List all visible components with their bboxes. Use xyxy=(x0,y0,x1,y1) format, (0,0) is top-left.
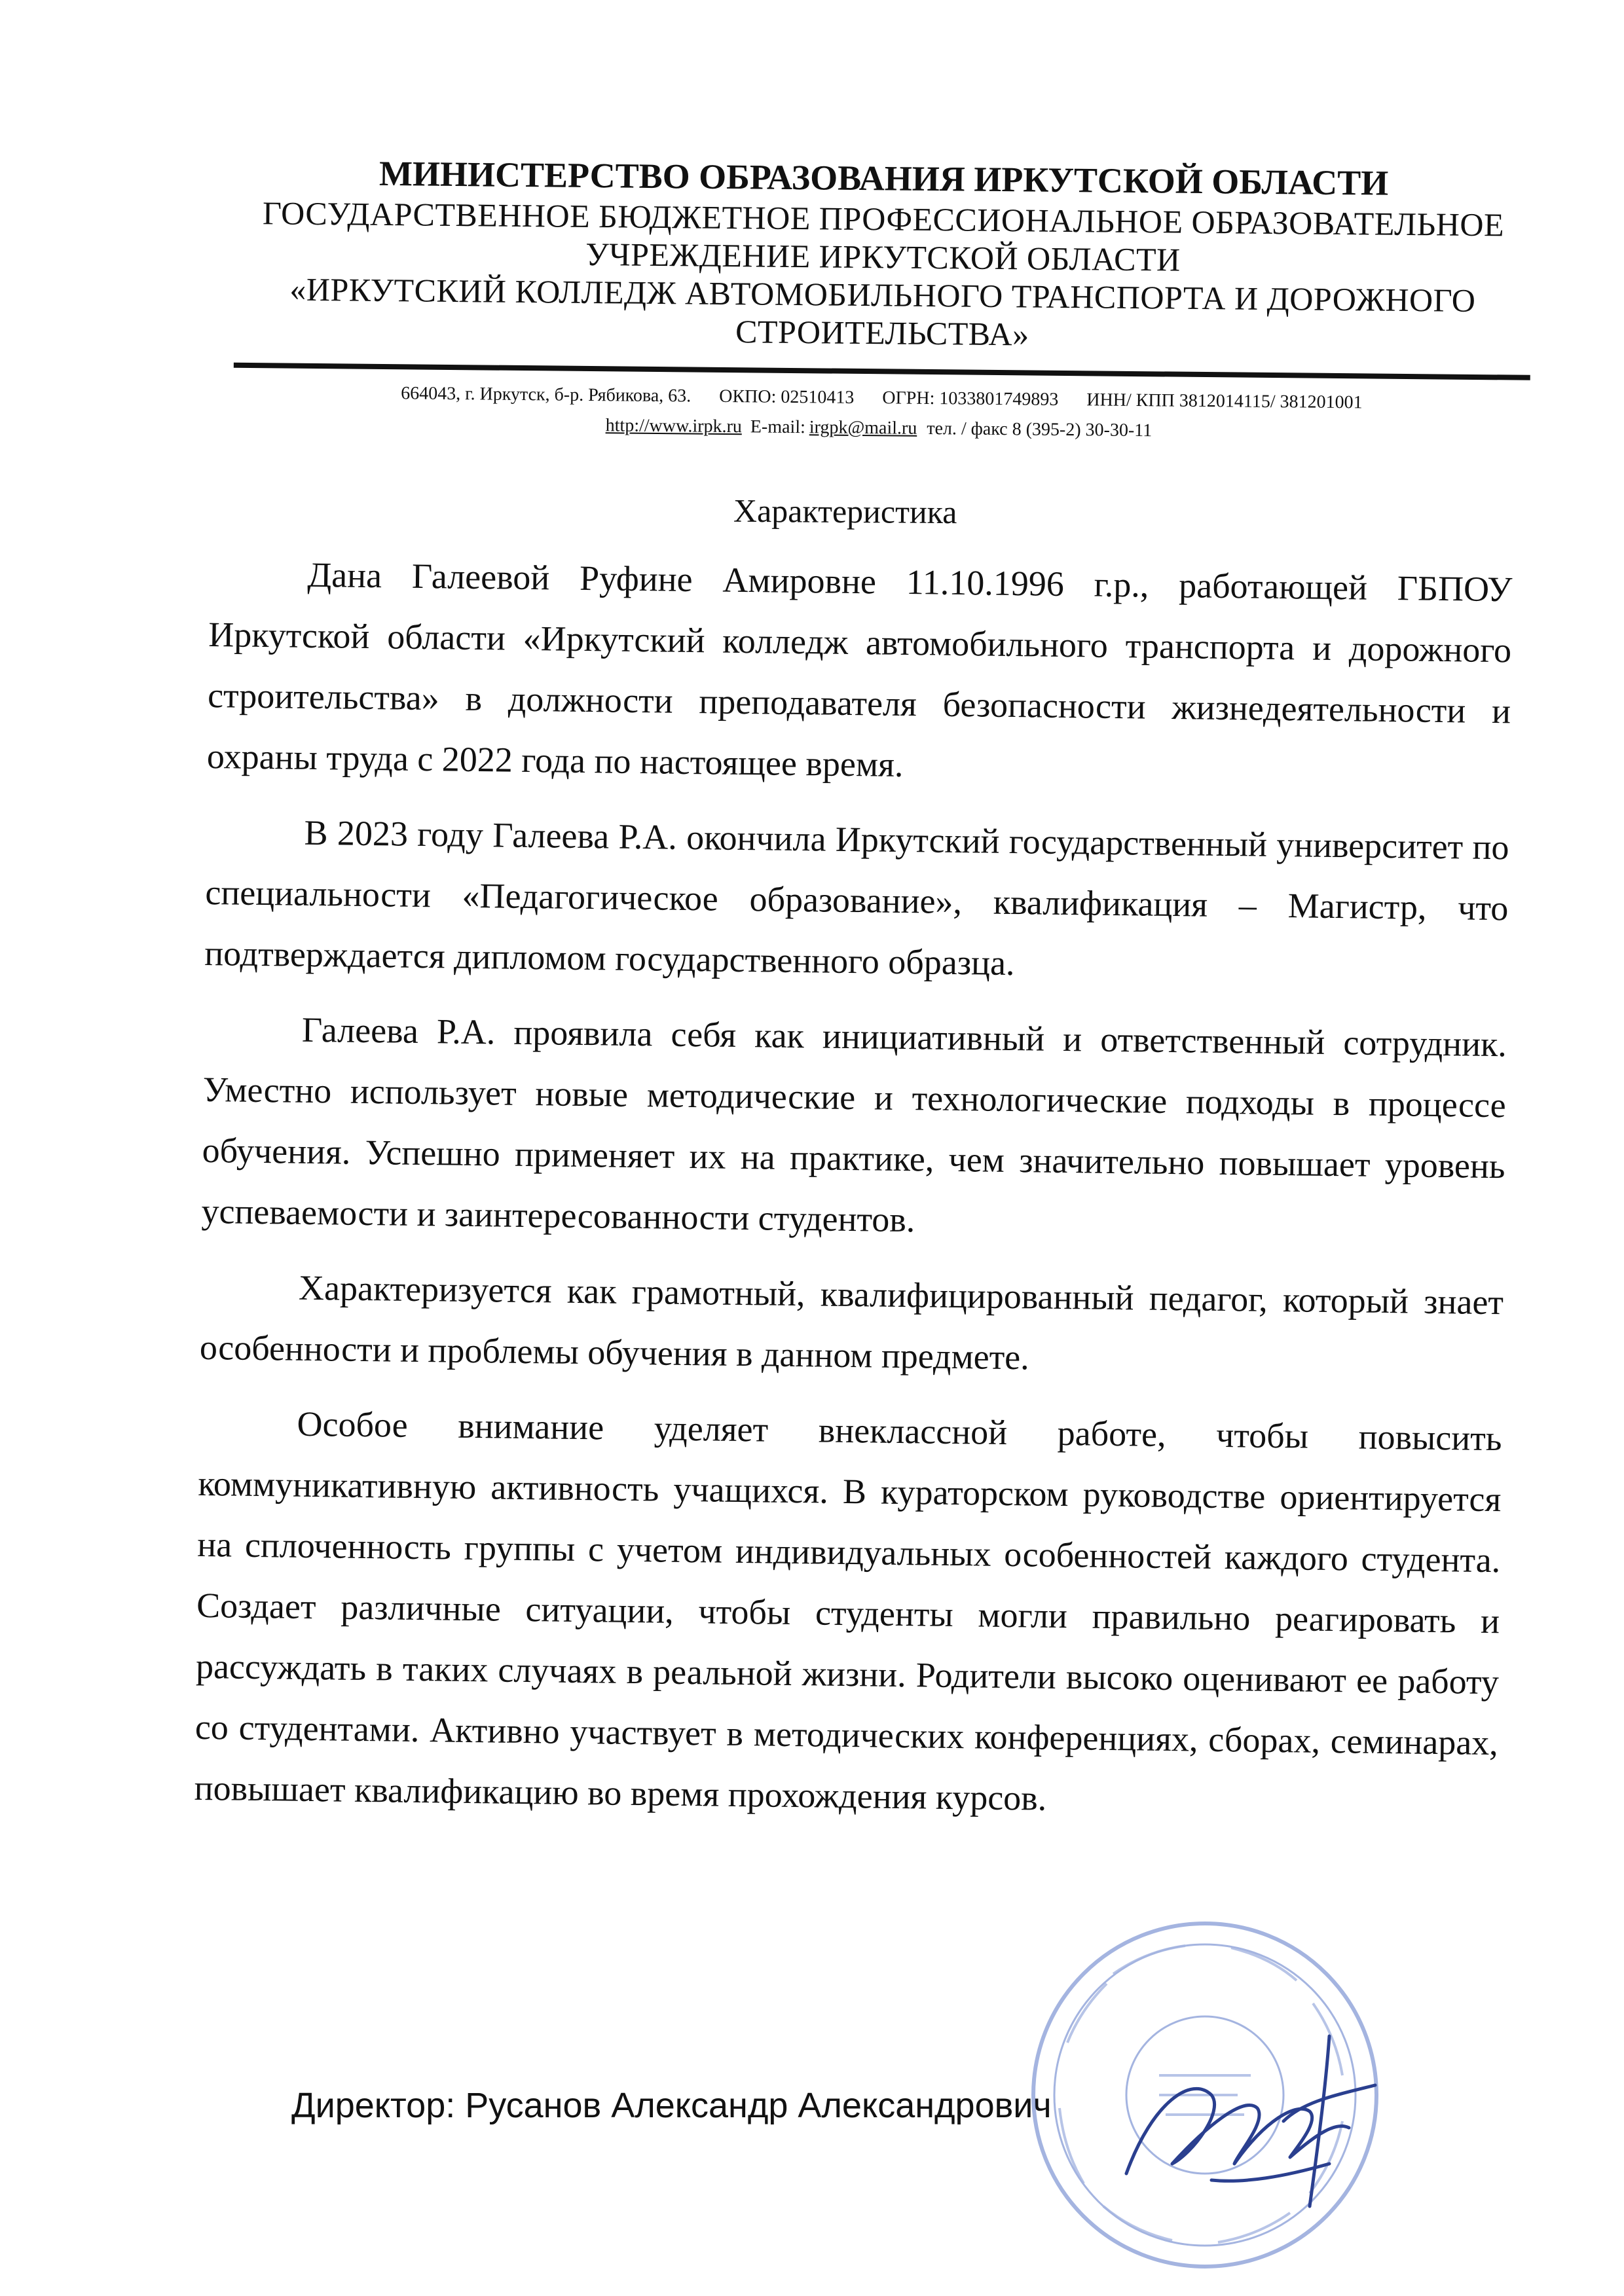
ogrn-code: ОГРН: 1033801749893 xyxy=(882,388,1059,410)
paragraph-employment: Дана Галеевой Руфине Амировне 11.10.1996 г.р., работающей ГБПОУ Иркутской области «Иркутский колледж автомобильного транспорта и дорожного строительства» в должности преподавателя безопасности жизнедеятельности и охраны труда с 2022 года по настоящее время. xyxy=(206,555,1513,784)
paragraph-competence: Характеризуется как грамотный, квалифицированный педагог, который знает особенности и проблемы обучения в данном предмете. xyxy=(199,1267,1504,1377)
document-title: Характеристика xyxy=(733,492,957,531)
handwritten-signature-icon xyxy=(1113,2023,1388,2219)
ministry-name: МИНИСТЕРСТВО ОБРАЗОВАНИЯ ИРКУТСКОЙ ОБЛАСТИ xyxy=(378,153,1389,203)
paragraph-initiative: Галеева Р.А. проявила себя как инициативный и ответственный сотрудник. Уместно использует новые методические и технологические подходы в процессе обучения. Успешно применяет их на практике, чем значительно повышает уровень успеваемости и заинтересованности студентов. xyxy=(201,1010,1507,1240)
okpo-code: ОКПО: 02510413 xyxy=(719,386,855,408)
inn-kpp-code: ИНН/ КПП 3812014115/ 381201001 xyxy=(1086,390,1363,413)
paragraph-extracurricular: Особое внимание уделяет внеклассной работе, чтобы повысить коммуникативную активность учащихся. В кураторском руководстве ориентируется на сплоченность группы с учетом индивидуальных особенностей каждого студента. Создает различные ситуации, чтобы студенты могли правильно реагировать и рассуждать в таких случаях в реальной жизни. Родители высоко оценивают ее работу со студентами. Активно участвует в методических конференциях, сборах, семинарах, повышает квалификацию во время прохождения курсов. xyxy=(194,1404,1502,1818)
email-link[interactable]: irgpk@mail.ru xyxy=(809,417,917,439)
institution-name-line-1: ГОСУДАРСТВЕННОЕ БЮДЖЕТНОЕ ПРОФЕССИОНАЛЬНОЕ ОБРАЗОВАТЕЛЬНОЕ xyxy=(262,194,1505,244)
address: 664043, г. Иркутск, б-р. Рябикова, 63. xyxy=(401,383,692,407)
document-body xyxy=(194,543,1513,1849)
website-link[interactable]: http://www.irpk.ru xyxy=(605,415,743,437)
institution-name-line-2: УЧРЕЖДЕНИЕ ИРКУТСКОЙ ОБЛАСТИ xyxy=(585,235,1181,278)
letterhead xyxy=(246,151,1519,450)
email-label: E-mail: xyxy=(750,416,806,438)
director-signatory: Директор: Русанов Александр Александрович xyxy=(291,2086,1052,2125)
college-name-line-1: «ИРКУТСКИЙ КОЛЛЕДЖ АВТОМОБИЛЬНОГО ТРАНСПОРТА И ДОРОЖНОГО xyxy=(289,270,1476,319)
paragraph-education: В 2023 году Галеева Р.А. окончила Иркутский государственный университет по специальности «Педагогическое образование», квалификация – Магистр, что подтверждается дипломом государственного образца. xyxy=(204,812,1509,983)
letterhead-divider xyxy=(234,363,1530,380)
phone-fax: тел. / факс 8 (395-2) 30-30-11 xyxy=(927,418,1153,441)
college-name-line-2: СТРОИТЕЛЬСТВА» xyxy=(735,313,1029,353)
